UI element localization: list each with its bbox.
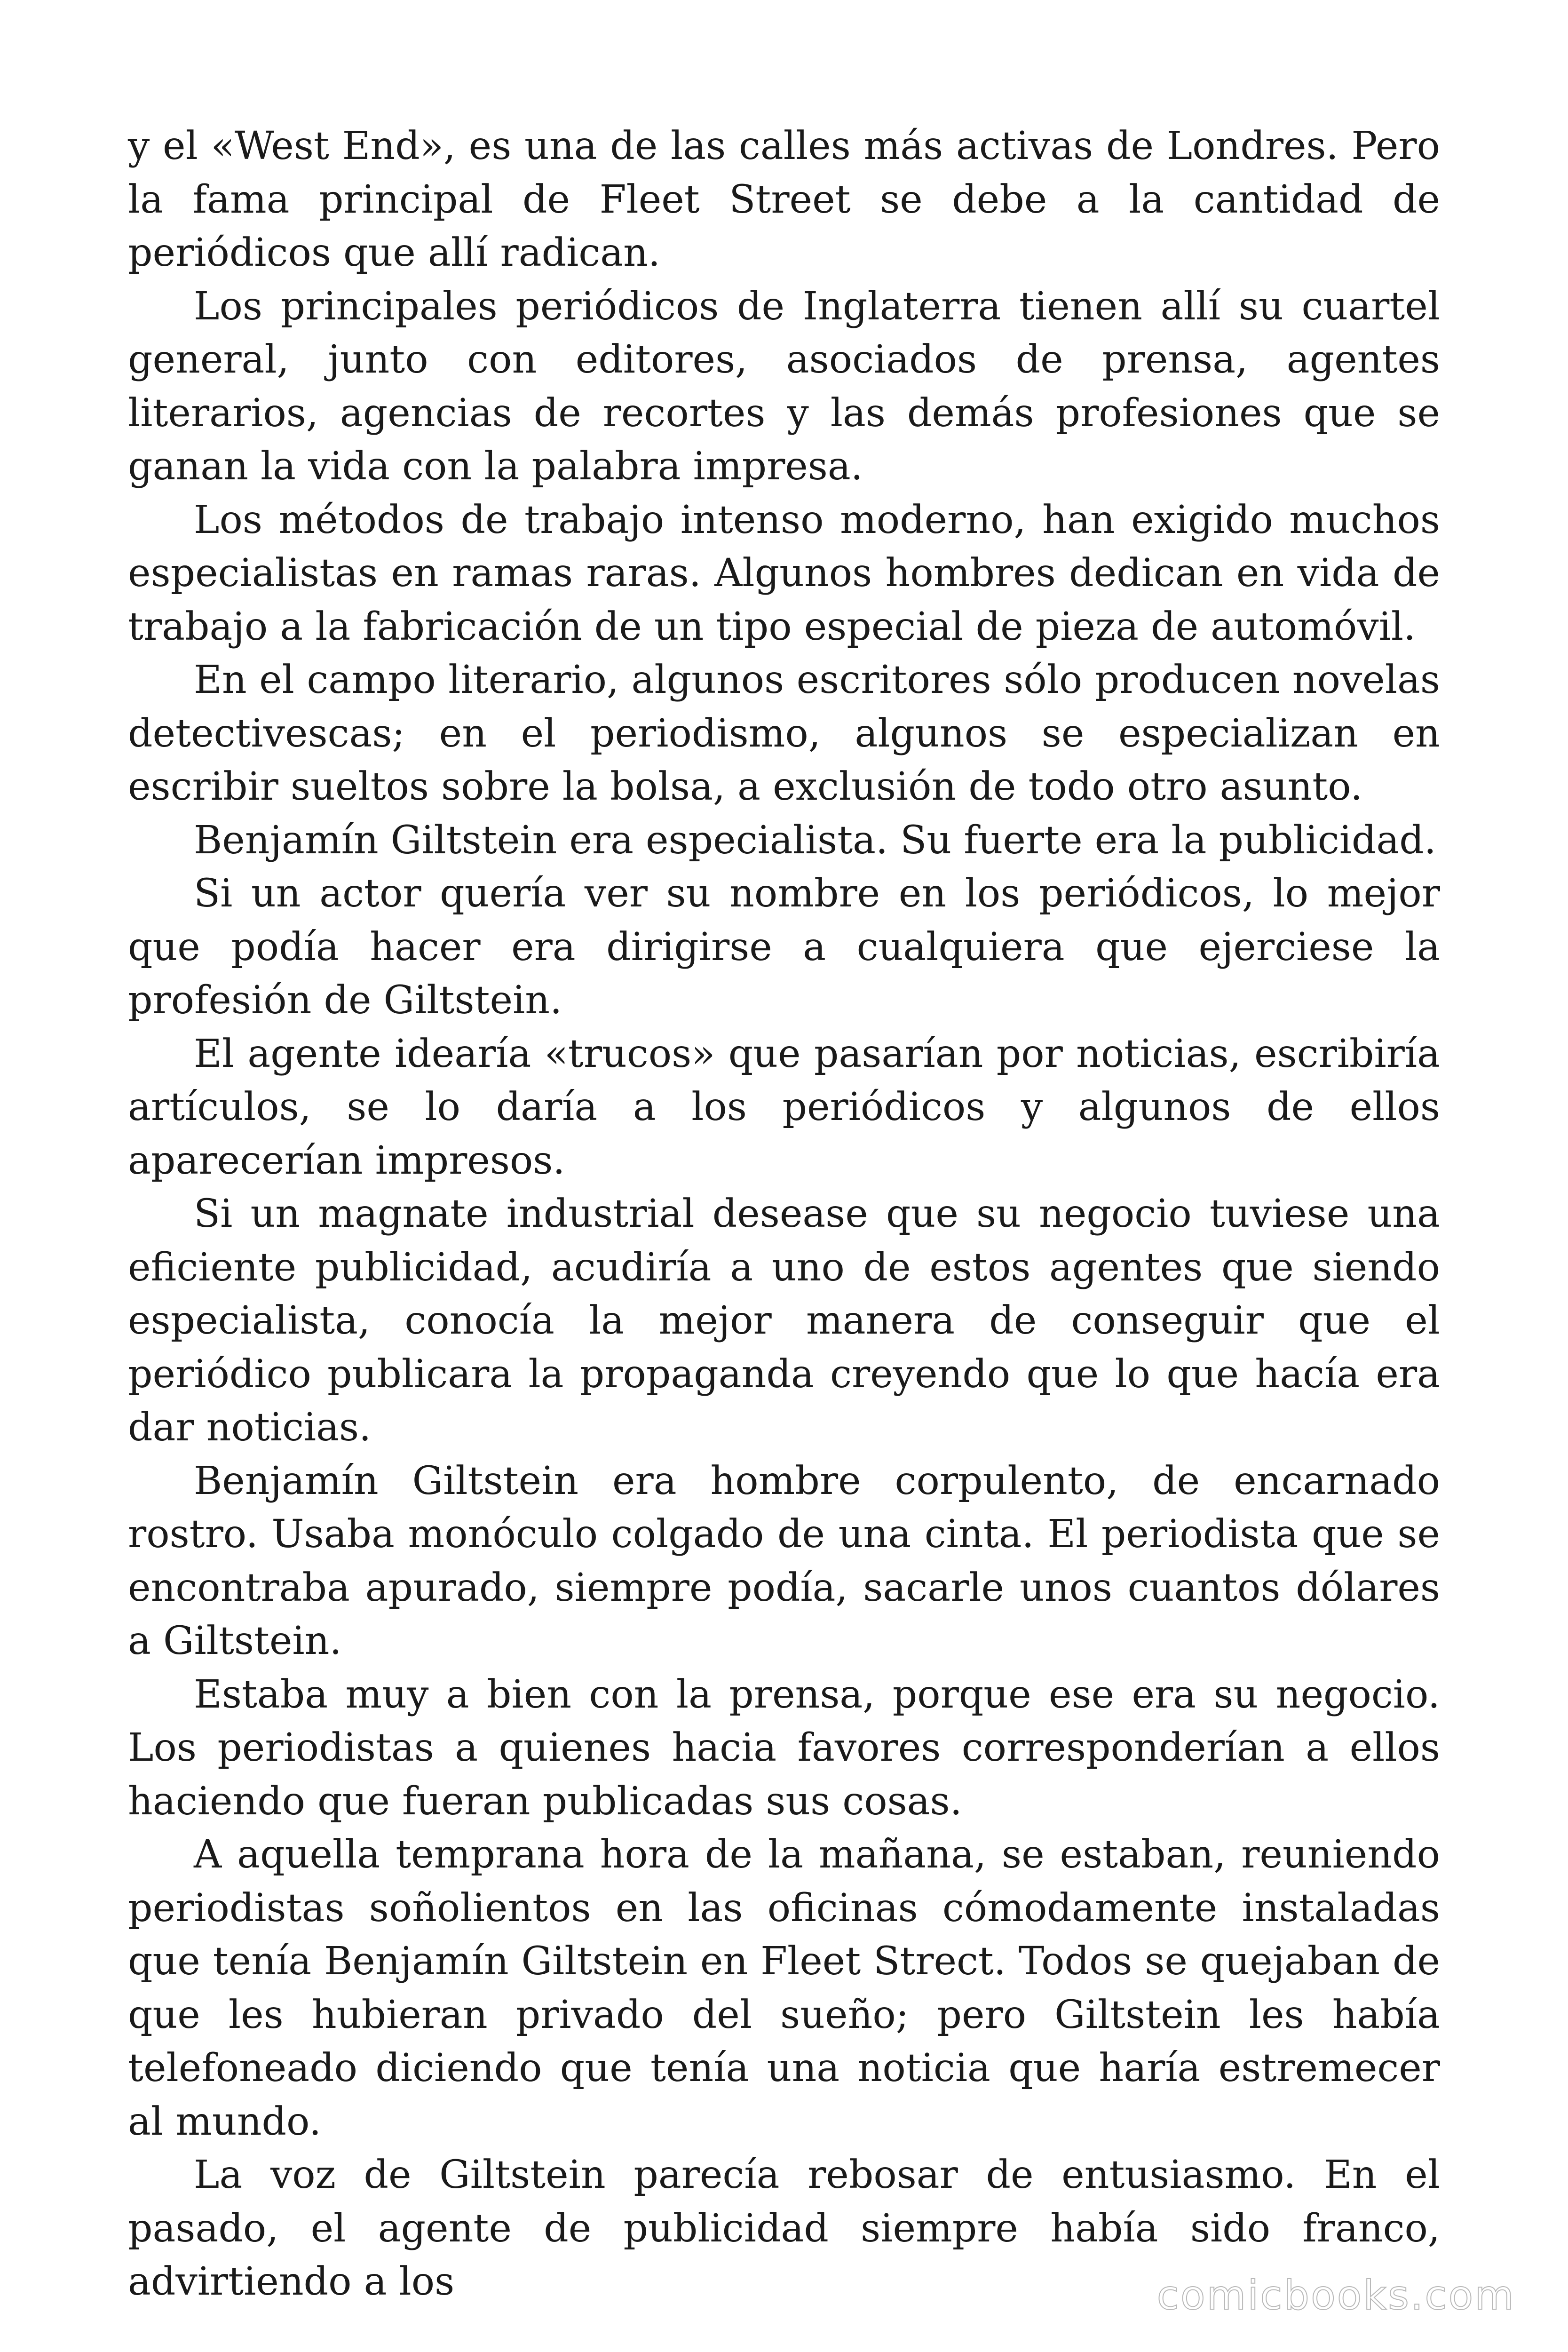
paragraph: Los métodos de trabajo intenso moderno, han exigido muchos especialistas en ramas raras. Algunos hombres dedican en vida de trabajo a la fabricación de un tipo especial de pieza de automóvil. [128,497,1440,649]
paragraph: Benjamín Giltstein era hombre corpulento, de encarnado rostro. Usaba monóculo colgado de una cinta. El periodista que se encontraba apurado, siempre podía, sacarle unos cuantos dólares a Giltstein. [128,1458,1440,1663]
paragraph: En el campo literario, algunos escritores sólo producen novelas detectivescas; en el periodismo, algunos se especializan en escribir sueltos sobre la bolsa, a exclusión de todo otro asunto. [128,658,1440,809]
paragraph: Estaba muy a bien con la prensa, porque ese era su negocio. Los periodistas a quienes hacia favores corresponderían a ellos haciendo que fueran publicadas sus cosas. [128,1672,1440,1824]
paragraph: Si un magnate industrial desease que su negocio tuviese una eficiente publicidad, acudiría a uno de estos agentes que siendo especialista, conocía la mejor manera de conseguir que el periódico publicara la propaganda creyendo que lo que hacía era dar noticias. [128,1192,1440,1450]
paragraph: Benjamín Giltstein era especialista. Su fuerte era la publicidad. [194,818,1436,863]
watermark: comicbooks.com [1156,2272,1515,2319]
paragraph: A aquella temprana hora de la mañana, se estaban, reuniendo periodistas soñolientos en las oficinas cómodamente instaladas que tenía Benjamín Giltstein en Fleet Strect. Todos se quejaban de que les hubieran privado del sueño; pero Giltstein les había telefoneado diciendo que tenía una noticia que haría estremecer al mundo. [128,1832,1440,2144]
paragraph-continuation: y el «West End», es una de las calles más activas de Londres. Pero la fama principal de Fleet Street se debe a la cantidad de periódicos que allí radican. [128,124,1440,275]
paragraph: Los principales periódicos de Inglaterra tienen allí su cuartel general, junto con editores, asociados de prensa, agentes literarios, agencias de recortes y las demás profesiones que se ganan la vida con la palabra impresa. [128,284,1440,489]
paragraph: La voz de Giltstein parecía rebosar de entusiasmo. En el pasado, el agente de publicidad siempre había sido franco, advirtiendo a los [128,2153,1440,2304]
paragraph: Si un actor quería ver su nombre en los periódicos, lo mejor que podía hacer era dirigirse a cualquiera que ejerciese la profesión de Giltstein. [128,871,1440,1023]
body-text [128,119,1440,2309]
paragraph: El agente idearía «trucos» que pasarían por noticias, escribiría artículos, se lo daría a los periódicos y algunos de ellos aparecerían impresos. [128,1031,1440,1183]
